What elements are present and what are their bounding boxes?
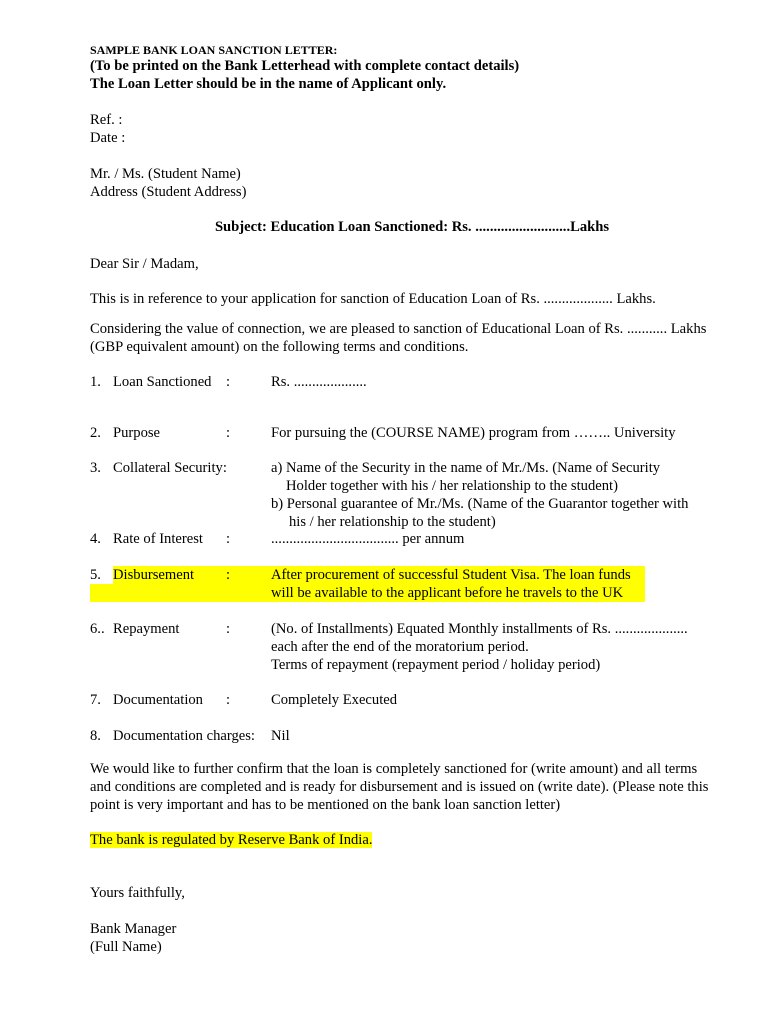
sanction-paragraph-line-1: Considering the value of connection, we are pleased to sanction of Educational Loan of Rs. ........... Lakhs — [90, 321, 707, 337]
term-number: 6.. — [90, 621, 105, 637]
term-label: Repayment — [113, 621, 180, 637]
closing-phrase: Yours faithfully, — [90, 885, 185, 901]
reference-paragraph: This is in reference to your application for sanction of Education Loan of Rs. ................... Lakhs. — [90, 291, 656, 307]
term-number: 8. — [90, 728, 101, 744]
signatory-title: Bank Manager — [90, 921, 177, 937]
term-number: 1. — [90, 374, 101, 390]
term-label: Purpose — [113, 425, 161, 441]
salutation: Dear Sir / Madam, — [90, 256, 199, 272]
term-label: Rate of Interest — [113, 531, 203, 547]
term-label: Disbursement — [113, 567, 195, 583]
sanction-paragraph-line-2: (GBP equivalent amount) on the following terms and conditions. — [90, 339, 469, 355]
term-value-b-cont: his / her relationship to the student) — [289, 514, 496, 530]
term-value-cont: each after the end of the moratorium period. — [271, 639, 529, 655]
term-value-a-cont: Holder together with his / her relationship to the student) — [286, 478, 618, 494]
term-colon: : — [226, 531, 231, 547]
letter-heading: SAMPLE BANK LOAN SANCTION LETTER: — [90, 43, 338, 57]
term-value: Rs. .................... — [271, 374, 367, 390]
term-colon: : — [226, 567, 231, 583]
term-value: ................................... per annum — [271, 531, 465, 547]
term-number: 5. — [90, 567, 101, 583]
term-value: Nil — [271, 728, 290, 744]
term-value: For pursuing the (COURSE NAME) program from …….. University — [271, 425, 676, 441]
subject-line: Subject: Education Loan Sanctioned: Rs. ..........................Lakhs — [214, 219, 610, 235]
recipient-address: Address (Student Address) — [90, 184, 247, 200]
term-colon: : — [226, 692, 231, 708]
term-label: Documentation charges: — [113, 728, 255, 744]
term-value-cont: will be available to the applicant before he travels to the UK — [271, 585, 624, 601]
term-colon: : — [226, 374, 231, 390]
letterhead-note: (To be printed on the Bank Letterhead with complete contact details) — [90, 58, 520, 74]
term-value: Completely Executed — [271, 692, 398, 708]
regulation-notice — [90, 831, 372, 849]
term-value-a: a) Name of the Security in the name of Mr./Ms. (Name of Security — [271, 460, 661, 476]
term-number: 4. — [90, 531, 101, 547]
term-colon: : — [226, 621, 231, 637]
term-number: 3. — [90, 460, 101, 476]
ref-field: Ref. : — [90, 112, 123, 128]
term-value: (No. of Installments) Equated Monthly installments of Rs. .................... — [271, 621, 688, 637]
confirmation-paragraph-line-1: We would like to further confirm that the loan is completely sanctioned for (write amount) and all terms — [90, 761, 698, 777]
date-field: Date : — [90, 130, 126, 146]
applicant-note: The Loan Letter should be in the name of Applicant only. — [90, 76, 447, 92]
term-colon: : — [226, 425, 231, 441]
term-number: 7. — [90, 692, 101, 708]
term-value-cont: Terms of repayment (repayment period / holiday period) — [271, 657, 601, 673]
confirmation-paragraph-line-3: point is very important and has to be mentioned on the bank loan sanction letter) — [90, 797, 561, 813]
recipient-name: Mr. / Ms. (Student Name) — [90, 166, 241, 182]
signatory-name: (Full Name) — [90, 939, 162, 955]
term-value-b: b) Personal guarantee of Mr./Ms. (Name of the Guarantor together with — [271, 496, 689, 512]
term-label: Collateral Security: — [113, 460, 227, 476]
term-label: Documentation — [113, 692, 203, 708]
confirmation-paragraph-line-2: and conditions are completed and is ready for disbursement and is issued on (write date). (Please note this — [90, 779, 709, 795]
regulation-notice-text: The bank is regulated by Reserve Bank of India. — [90, 832, 373, 848]
term-value: After procurement of successful Student Visa. The loan funds — [271, 567, 631, 583]
term-label: Loan Sanctioned — [113, 374, 212, 390]
term-number: 2. — [90, 425, 101, 441]
